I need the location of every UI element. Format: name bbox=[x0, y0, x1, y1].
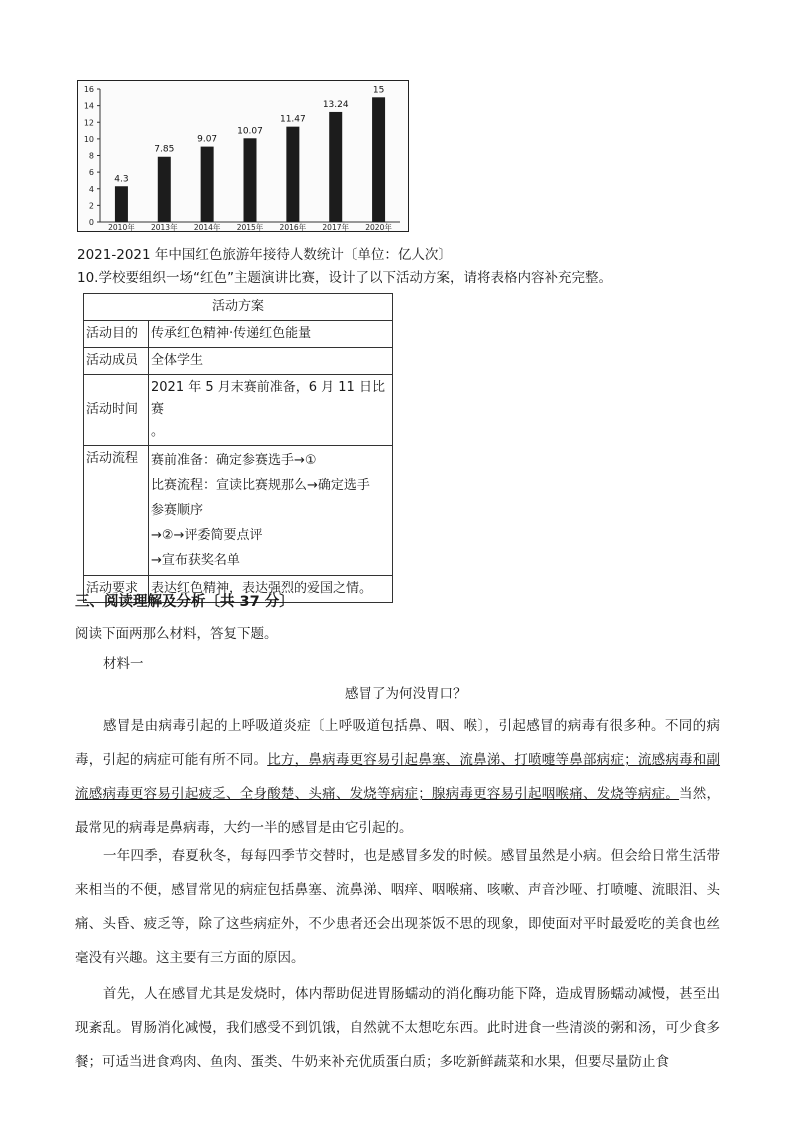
y-tick-label: 14 bbox=[83, 101, 94, 111]
activity-plan-table bbox=[83, 293, 393, 603]
chart-caption: 2021-2021 年中国红色旅游年接待人数统计〔单位：亿人次〕 bbox=[77, 247, 452, 263]
bar bbox=[286, 127, 299, 222]
x-tick-label: 2017年 bbox=[322, 223, 350, 231]
x-tick-label: 2015年 bbox=[236, 223, 264, 231]
row-label: 活动流程 bbox=[84, 446, 149, 576]
bar bbox=[115, 186, 128, 222]
paragraph-1 bbox=[75, 709, 720, 845]
y-tick-label: 6 bbox=[88, 168, 94, 178]
x-tick-label: 2010年 bbox=[108, 223, 135, 231]
row-value bbox=[149, 321, 393, 348]
article-title: 感冒了为何没胃口？ bbox=[345, 686, 467, 702]
data-label: 4.3 bbox=[114, 174, 129, 185]
y-tick-label: 2 bbox=[88, 201, 94, 211]
bar bbox=[201, 147, 214, 222]
row-label: 活动时间 bbox=[84, 375, 149, 446]
y-tick-label: 8 bbox=[88, 151, 94, 161]
table-row bbox=[84, 321, 393, 348]
bar-chart bbox=[77, 80, 409, 232]
table-header: 活动方案 bbox=[84, 294, 393, 321]
row-line: 2021 年 5 月末赛前准备，6 月 11 日比赛 bbox=[151, 380, 385, 417]
y-tick-label: 12 bbox=[83, 118, 94, 128]
row-label: 活动目的 bbox=[84, 321, 149, 348]
data-label: 7.85 bbox=[154, 144, 175, 155]
question-10: 10.学校要组织一场“红色”主题演讲比赛，设计了以下活动方案，请将表格内容补充完整。 bbox=[77, 270, 612, 286]
row-line: 传承红色精神·传递红色能量 bbox=[151, 326, 312, 341]
y-tick-label: 10 bbox=[83, 134, 94, 144]
paragraph-1-end: 当然，最常见的病毒是鼻病毒，大约一半的感冒是由它引起的。 bbox=[75, 786, 721, 836]
row-line: 。 bbox=[151, 424, 165, 439]
y-tick-label: 4 bbox=[88, 184, 94, 194]
row-label: 活动要求 bbox=[84, 576, 149, 603]
paragraph-1-text: 感冒是由病毒引起的上呼吸道炎症〔上呼吸道包括鼻、咽、喉〕，引起感冒的病毒有很多种。不同的病毒，引起的病症可能有所不同。 bbox=[75, 718, 720, 768]
data-label: 10.07 bbox=[237, 126, 263, 137]
row-value bbox=[149, 348, 393, 375]
data-label: 13.24 bbox=[322, 99, 349, 110]
bar bbox=[372, 97, 385, 222]
row-value bbox=[149, 446, 393, 576]
y-tick-label: 16 bbox=[83, 85, 94, 94]
section-title: 三、阅读理解及分析〔共 37 分〕 bbox=[75, 594, 294, 610]
bar bbox=[244, 138, 257, 222]
row-line: 参赛顺序 bbox=[151, 503, 204, 518]
paragraph-2: 一年四季，春夏秋冬，每每四季节交替时，也是感冒多发的时候。感冒虽然是小病。但会给日常生活带来相当的不便，感冒常见的病症包括鼻塞、流鼻涕、咽痒、咽喉痛、咳嗽、声音沙哑、打喷嚏、流眼泪、头痛、头昏、疲乏等，除了这些病症外，不少患者还会出现茶饭不思的现象，即使面对平时最爱吃的美食也丝毫没有兴趣。这主要有三方面的原因。 bbox=[75, 848, 720, 966]
data-label: 15 bbox=[372, 85, 385, 96]
data-label: 9.07 bbox=[197, 134, 218, 145]
row-line: 表达红色精神，表达强烈的爱国之情。 bbox=[151, 581, 373, 596]
x-tick-label: 2014年 bbox=[193, 223, 221, 231]
row-line: →②→评委简要点评 bbox=[151, 528, 263, 543]
row-value bbox=[149, 375, 393, 446]
underlined-passage: 比方，鼻病毒更容易引起鼻塞、流鼻涕、打喷嚏等鼻部病症；流感病毒和副流感病毒更容易引起疲乏、全身酸楚、头痛、发烧等病症；腺病毒更容易引起咽喉痛、发烧等病症。 bbox=[75, 752, 721, 802]
row-line: 赛前准备：确定参赛选手→① bbox=[151, 453, 317, 468]
table-row bbox=[84, 375, 393, 446]
table-header-row bbox=[84, 294, 393, 321]
reading-intro: 阅读下面两那么材料，答复下题。 bbox=[75, 626, 278, 642]
x-tick-label: 2013年 bbox=[150, 223, 178, 231]
table-row bbox=[84, 446, 393, 576]
bar bbox=[329, 112, 342, 222]
material-label: 材料一 bbox=[103, 656, 144, 672]
bar bbox=[158, 157, 171, 222]
table-row bbox=[84, 348, 393, 375]
data-label: 11.47 bbox=[279, 114, 306, 125]
row-line: →宣布获奖名单 bbox=[151, 553, 240, 568]
x-tick-label: 2016年 bbox=[279, 223, 307, 231]
row-line: 全体学生 bbox=[151, 353, 204, 368]
row-label: 活动成员 bbox=[84, 348, 149, 375]
paragraph-3: 首先，人在感冒尤其是发烧时，体内帮助促进胃肠蠕动的消化酶功能下降，造成胃肠蠕动减慢，甚至出现紊乱。胃肠消化减慢，我们感受不到饥饿，自然就不太想吃东西。此时进食一些清淡的粥和汤，可少食多餐；可适当进食鸡肉、鱼肉、蛋类、牛奶来补充优质蛋白质；多吃新鲜蔬菜和水果，但要尽量防止食 bbox=[75, 986, 720, 1070]
bar-chart-svg bbox=[78, 81, 408, 231]
x-tick-label: 2020年 bbox=[365, 223, 392, 231]
row-line: 比赛流程：宣读比赛规那么→确定选手 bbox=[151, 478, 370, 493]
y-tick-label: 0 bbox=[88, 218, 94, 227]
